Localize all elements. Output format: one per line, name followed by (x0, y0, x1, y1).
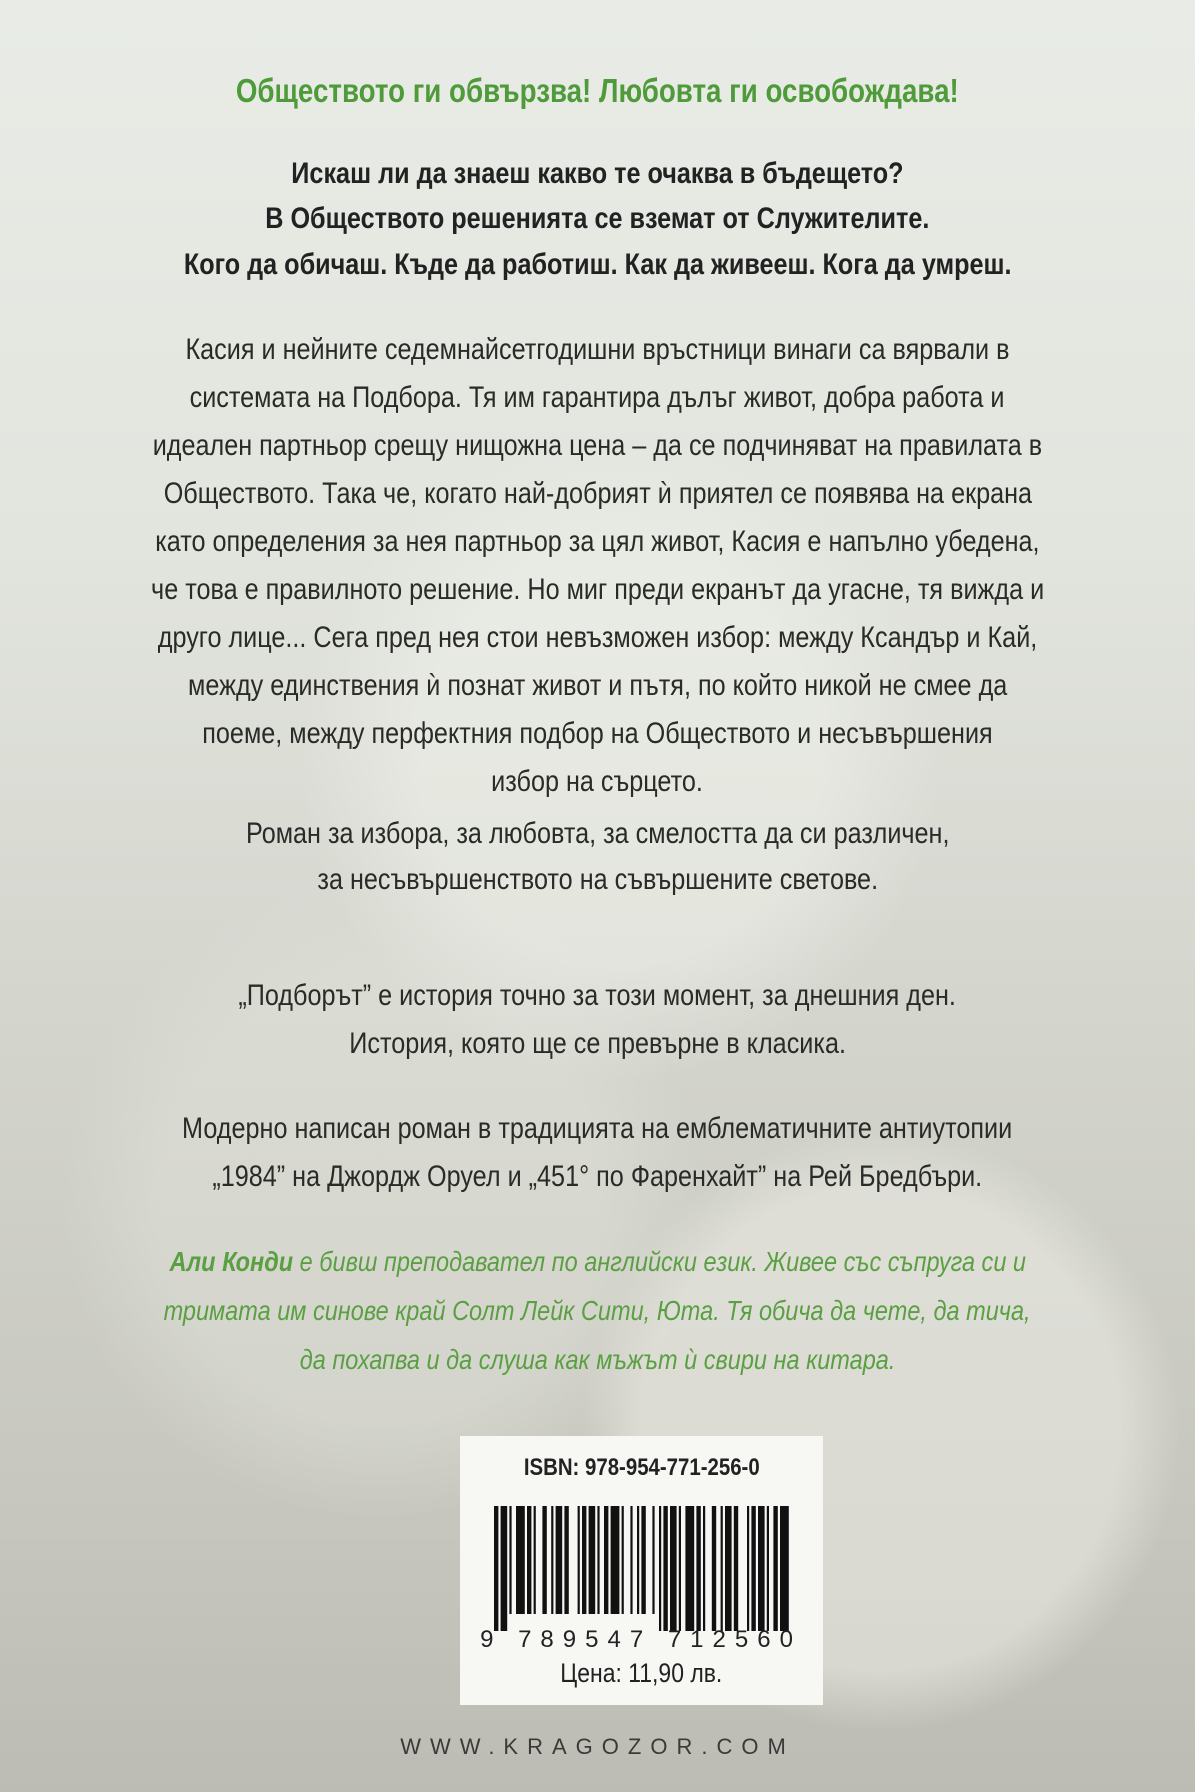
story-line: „Подборът” е история точно за този момент, за днешния ден. (238, 979, 957, 1012)
barcode-bar (703, 1506, 705, 1631)
barcode-bar (758, 1506, 765, 1631)
barcode-bar (589, 1506, 596, 1614)
barcode-bar (604, 1506, 608, 1614)
barcode-bar (679, 1506, 681, 1631)
author-name: Али Конди (169, 1246, 293, 1277)
story-line: История, която ще се превърне в класика. (349, 1027, 846, 1060)
barcode-bar (780, 1506, 789, 1631)
barcode-bar (641, 1506, 645, 1614)
barcode-bar (582, 1506, 586, 1614)
barcode-bar (542, 1506, 546, 1614)
author-bio-line: да похапва и да слуша как мъжът ѝ свири на китара. (299, 1344, 896, 1375)
novel-line: Роман за избора, за любовта, за смелостта да си различен, (245, 817, 950, 850)
price: Цена: 11,90 лв. (560, 1658, 723, 1688)
synopsis-line: като определения за нея партньор за цял живот, Касия е напълно убедена, (155, 525, 1040, 558)
barcode-bar (509, 1506, 511, 1614)
barcode-bar (773, 1506, 777, 1631)
isbn: ISBN: 978-954-771-256-0 (523, 1454, 760, 1481)
synopsis-line: системата на Подбора. Тя им гарантира дълъг живот, добра работа и (190, 381, 1005, 414)
barcode-bar (630, 1506, 632, 1614)
novel-line: за несъвършенството на съвършените светове. (317, 863, 878, 896)
synopsis-line: между единствения ѝ познат живот и пътя, по който никой не смее да (187, 669, 1008, 702)
barcode-bar (659, 1506, 661, 1631)
barcode-bar (751, 1506, 755, 1631)
barcode-bar (516, 1506, 525, 1614)
synopsis-line: друго лице... Сега пред нея стои невъзможен избор: между Ксандър и Кай, (157, 621, 1038, 654)
tagline: Обществото ги обвързва! Любовта ги освобождава! (236, 72, 959, 109)
barcode-label (460, 1436, 823, 1705)
synopsis-line: избор на сърцето. (491, 765, 704, 798)
barcode-bar (685, 1506, 694, 1631)
barcode-bar (637, 1506, 639, 1614)
website: WWW.KRAGOZOR.COM (400, 1734, 795, 1759)
synopsis-line: че това е правилното решение. Но миг преди екранът да угасне, тя вижда и (150, 573, 1045, 606)
intro-line: Кого да обичаш. Къде да работиш. Как да живееш. Кога да умреш. (183, 248, 1012, 281)
barcode-bar (734, 1506, 738, 1631)
barcode-bar (501, 1506, 508, 1631)
barcode-bar (721, 1506, 723, 1631)
modern-line: Модерно написан роман в традицията на емблематичните антиутопии (182, 1112, 1013, 1145)
barcode-bars (494, 1506, 789, 1631)
barcode-bar (725, 1506, 732, 1631)
barcode-bar (747, 1506, 749, 1631)
modern-line: „1984” на Джордж Оруел и „451° по Фаренхайт” на Рей Бредбъри. (212, 1160, 983, 1193)
barcode-bar (534, 1506, 536, 1614)
synopsis-line: идеален партньор срещу нищожна цена – да се подчиняват на правилата в (152, 429, 1043, 462)
barcode-bar (663, 1506, 667, 1631)
barcode-bar (611, 1506, 620, 1614)
barcode-bar (622, 1506, 624, 1614)
synopsis-line: поеме, между перфектния подбор на Обществото и несъвършения (202, 717, 993, 750)
barcode-digits: 9 789547 712560 (480, 1626, 802, 1653)
barcode-bar (597, 1506, 599, 1614)
barcode-bar (578, 1506, 580, 1614)
barcode-bar (556, 1506, 563, 1614)
barcode-bar (564, 1506, 568, 1614)
author-bio-line: тримата им синове край Солт Лейк Сити, Юта. Тя обича да чете, да тича, (163, 1295, 1031, 1326)
synopsis-line: Касия и нейните седемнайсетгодишни връстници винаги са вярвали в (185, 333, 1010, 366)
barcode-bar (551, 1506, 553, 1614)
barcode-bar (712, 1506, 716, 1631)
barcode-bar (494, 1506, 498, 1631)
author-bio-line: Али Конди е бивш преподавател по английски език. Живее със съпруга си и (169, 1246, 1026, 1277)
synopsis-line: Обществото. Така че, когато най-добрият ѝ приятел се появява на екрана (163, 477, 1032, 510)
barcode-bar (670, 1506, 677, 1631)
intro-line: Искаш ли да знаеш какво те очаква в бъдещето? (291, 157, 904, 190)
barcode-bar (696, 1506, 700, 1631)
intro-line: В Обществото решенията се вземат от Служителите. (265, 202, 930, 235)
barcode-bar (767, 1506, 769, 1631)
barcode-bar (652, 1506, 654, 1614)
barcode-bar (527, 1506, 531, 1614)
